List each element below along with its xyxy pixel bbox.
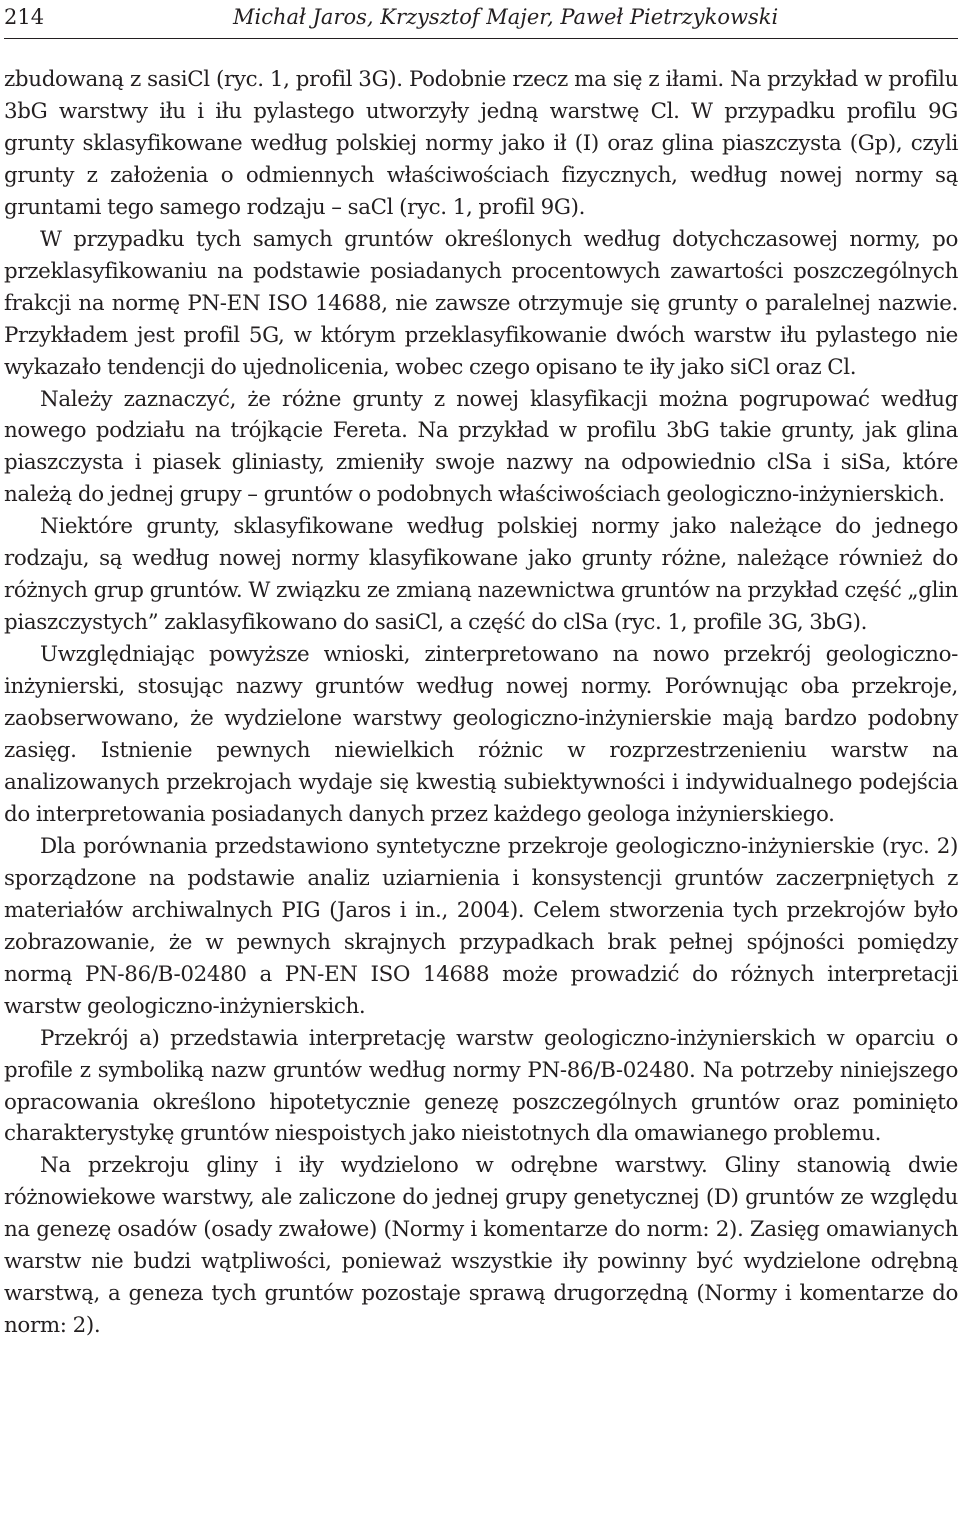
paragraph: Niektóre grunty, sklasyfikowane według polskiej normy jako należące do jednego rodzaju, są według nowej normy klasyfikowane jako grunty różne, należące również do różnych grup gruntów. W związku ze zmianą nazewnictwa gruntów na przykład część „glin piaszczystych” zaklasyfikowano do sasiCl, a część do clSa (ryc. 1, profile 3G, 3bG). <box>4 514 958 636</box>
header-rule <box>4 38 958 39</box>
paragraph: Na przekroju gliny i iły wydzielono w odrębne warstwy. Gliny stanowią dwie różnowiekowe warstwy, ale zaliczone do jednej grupy genetycznej (D) gruntów ze względu na genezę osadów (osady zwałowe) (Normy i komentarze do norm: 2). Zasięg omawianych warstw nie budzi wątpliwości, ponieważ wszystkie iły powinny być wydzielone odrębną warstwą, a geneza tych gruntów pozostaje sprawą drugorzędną (Normy i komentarze do norm: 2). <box>4 1153 958 1339</box>
paragraph: zbudowaną z sasiCl (ryc. 1, profil 3G). Podobnie rzecz ma się z iłami. Na przykład w profilu 3bG warstwy iłu i iłu pylastego utworzyły jedną warstwę Cl. W przypadku profilu 9G grunty sklasyfikowane według polskiej normy jako ił (I) oraz glina piaszczysta (Gp), czyli grunty z założenia o odmiennych właściwościach fizycznych, według nowej normy są gruntami tego samego rodzaju – saCl (ryc. 1, profil 9G). <box>4 67 958 220</box>
paragraph: Przekrój a) przedstawia interpretację warstw geologiczno-inżynierskich w oparciu o profile z symboliką nazw gruntów według normy PN-86/B-02480. Na potrzeby niniejszego opracowania określono hipotetycznie genezę poszczególnych gruntów oraz pominięto charakterystykę gruntów niespoistych jako nieistotnych dla omawianego problemu. <box>4 1025 958 1147</box>
page-number: 214 <box>4 5 45 29</box>
paragraph: Dla porównania przedstawiono syntetyczne przekroje geologiczno-inżynierskie (ryc. 2) sporządzone na podstawie analiz uziarnienia i konsystencji gruntów zaczerpniętych z materiałów archiwalnych PIG (Jaros i in., 2004). Celem stworzenia tych przekrojów było zobrazowanie, że w pewnych skrajnych przypadkach brak pełnej spójności pomiędzy normą PN-86/B-02480 a PN-EN ISO 14688 może prowadzić do różnych interpretacji warstw geologiczno-inżynierskich. <box>4 833 958 1019</box>
document-page <box>4 0 958 1339</box>
body-text <box>4 64 958 1342</box>
paragraph: Uwzględniając powyższe wnioski, zinterpretowano na nowo przekrój geologiczno-inżynierski, stosując nazwy gruntów według nowej normy. Porównując oba przekroje, zaobserwowano, że wydzielone warstwy geologiczno-inżynierskie mają bardzo podobny zasięg. Istnienie pewnych niewielkich różnic w rozprzestrzenieniu warstw na analizowanych przekrojach wydaje się kwestią subiektywności i indywidualnego podejścia do interpretowania posiadanych danych przez każdego geologa inżynierskiego. <box>4 642 958 827</box>
running-header <box>4 2 958 32</box>
paragraph: Należy zaznaczyć, że różne grunty z nowej klasyfikacji można pogrupować według nowego podziału na trójkącie Fereta. Na przykład w profilu 3bG takie grunty, jak glina piaszczysta i piasek gliniasty, zmieniły swoje nazwy na odpowiednio clSa i siSa, które należą do jednej grupy – gruntów o podobnych właściwościach geologiczno-inżynierskich. <box>4 386 958 508</box>
running-header-authors: Michał Jaros, Krzysztof Majer, Paweł Pietrzykowski <box>233 5 779 29</box>
paragraph: W przypadku tych samych gruntów określonych według dotychczasowej normy, po przeklasyfikowaniu na podstawie posiadanych procentowych zawartości poszczególnych frakcji na normę PN-EN ISO 14688, nie zawsze otrzymuje się grunty o paralelnej nazwie. Przykładem jest profil 5G, w którym przeklasyfikowanie dwóch warstw iłu pylastego nie wykazało tendencji do ujednolicenia, wobec czego opisano te iły jako siCl oraz Cl. <box>4 226 958 380</box>
